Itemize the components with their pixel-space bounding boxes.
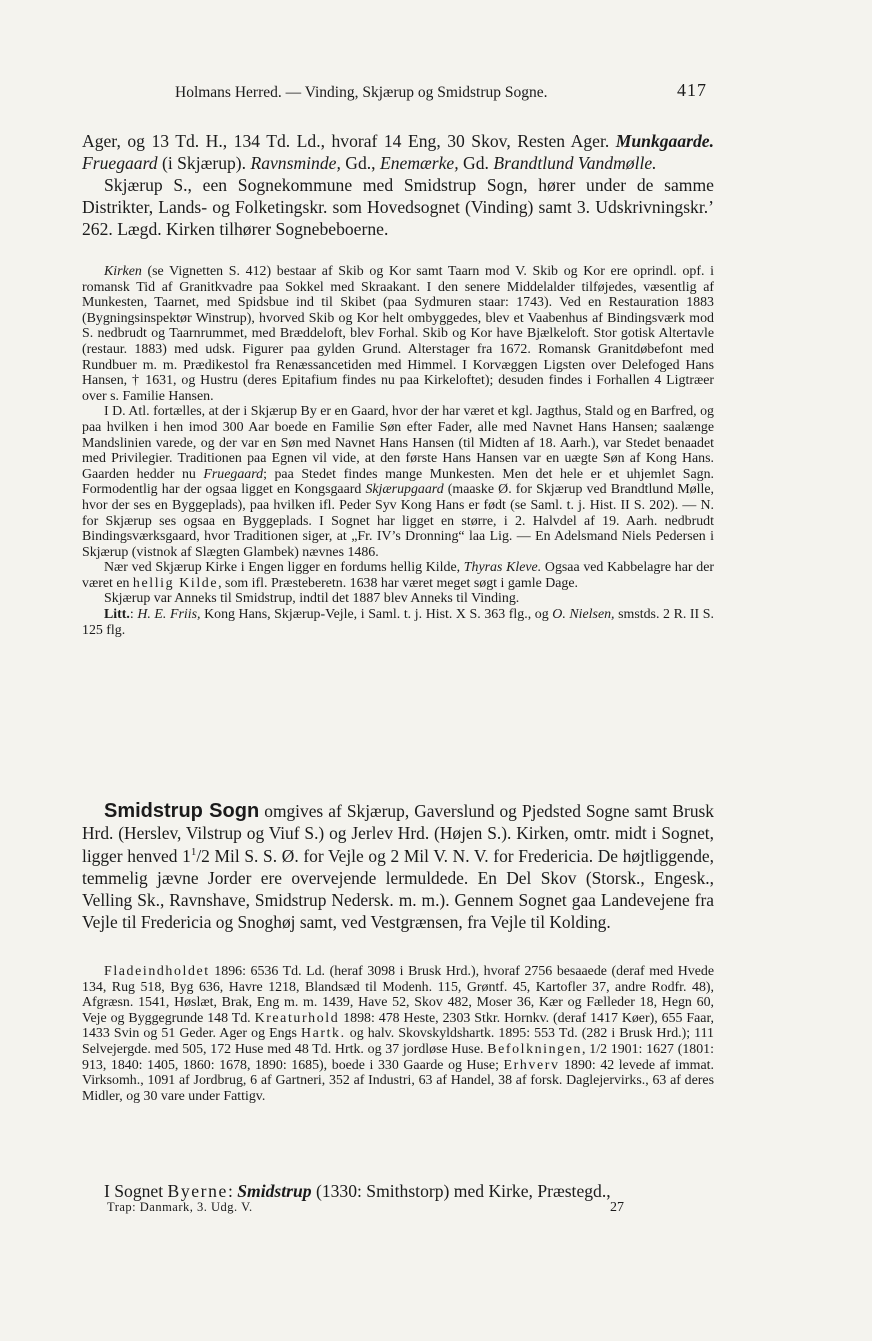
smidstrup-text: Mil S. S. Ø. for Vejle og 2 Mil V. N. V. for Fredericia. De højtliggende, temmelig jævne Jorder ere overvejende lermuldede. En Del Skov (Storsk., Engesk., Velling Sk., Ravnshave, Smidstrup Nedersk. m. m.). Gennem Sognet gaa Landevejene fra Vejle til Fredericia og Snoghøj samt, ved Vestgrænsen, fra Vejle til Kolding.: [82, 845, 714, 933]
erhverv-label: Erhverv: [503, 1057, 560, 1073]
sheet-number: 27: [610, 1200, 624, 1215]
page-number: 417: [677, 80, 707, 100]
fruegaard-ref: Fruegaard: [203, 466, 264, 482]
legend-paragraph: [82, 404, 714, 560]
befolkningen-label: Befolkningen: [487, 1041, 583, 1057]
church-block: [82, 264, 714, 638]
spring-text: Ogsaa ved Kabbelagre har der været en: [82, 560, 714, 591]
thyras-kleve-ref: Thyras Kleve.: [463, 560, 542, 576]
spring-text: Nær ved Skjærup Kirke i Engen ligger en fordums hellig Kilde,: [104, 560, 464, 576]
estate-note: Gd.: [458, 153, 489, 173]
fraction-denominator: /2: [196, 845, 210, 866]
nielsen-ref: O. Nielsen,: [552, 607, 615, 623]
byerne-label: Byerne: [167, 1181, 228, 1201]
statistics-block: [82, 964, 714, 1104]
estate-enemaerke: Enemærke,: [379, 153, 459, 173]
skjaerupgaard-ref: Skjærupgaard: [365, 482, 444, 498]
hellig-kilde-ref: hellig Kilde: [132, 575, 219, 591]
stats-text: 1890: 42 levede af immat. Virksomh., 1091 af Jordbrug, 6 af Gartneri, 352 af Industri, 63 af Handel, 38 af forsk. Daglejervirks., 63 af deres Midler, og 30 vare under Fattigv.: [82, 1057, 714, 1104]
stats-text: og halv. Skovskyldshartk. 1895: 553 Td. (282 i Brusk Hrd.); 111 Selvejergde. med 505, 172 Huse med 48 Td. Hrtk. og 37 jordløse Huse.: [82, 1026, 714, 1057]
literature-paragraph: [82, 607, 714, 638]
spring-paragraph: [82, 560, 714, 591]
estate-note: (i Skjærup).: [157, 153, 251, 173]
stats-text: 1901: 1627 (1801: 913, 1840: 1405, 1860: 1678, 1890: 1685), boede i 330 Gaarde og Huse;: [82, 1041, 714, 1073]
litt-text: Kong Hans, Skjærup-Vejle, i Saml. t. j. Hist. X S. 363 flg., og: [200, 607, 553, 623]
estate-ravnsminde: Ravnsminde,: [250, 153, 341, 173]
intro-paragraph: [82, 130, 714, 174]
stats-text: 1898: 478 Heste, 2303 Stkr. Hornkv. (deraf 1417 Køer), 655 Faar, 1433 Svin og 51 Geder. Ager og Engs: [82, 1010, 714, 1042]
villages-block: [82, 1180, 714, 1202]
friis-ref: H. E. Friis,: [137, 607, 201, 623]
estate-munkgaarde: Munkgaarde.: [615, 131, 714, 151]
legend-text: (maaske Ø. for Skjærup ved Brandtlund Mølle, hvor der ses en Byggeplads), paa hvilken ifl. Peder Syv Kong Hans er født (se Saml. t. j. Hist. II S. 202). — N. for Skjærup ses ogsaa en Byggeplads. I Sognet har ligget en større, i 2. Halvdel af 19. Aarh. nedbrudt Bindingsværksgaard, hvor Traditionen siger, at „Fr. IV’s Dronning“ laa Lig. — En Adelsmand Niels Pedersen i Skjærup (vistnok af Slægten Glambek) nævnes 1486.: [82, 482, 714, 560]
villages-text: I Sognet: [104, 1181, 168, 1201]
villages-paragraph: [82, 1180, 714, 1202]
statistics-paragraph: [82, 964, 714, 1104]
legend-text: ; paa Stedet findes mange Munkesten. Men det hele er et uhjemlet Sagn. Formodentlig har der ogsaa ligget en Kongsgaard: [82, 466, 714, 498]
stats-text: ,: [582, 1041, 590, 1057]
fraction: 1/2: [589, 1041, 608, 1057]
litt-text: smstds. 2 R. II S. 125 flg.: [82, 607, 714, 638]
printer-signature: Trap: Danmark, 3. Udg. V.: [107, 1200, 253, 1214]
page-header: [0, 80, 872, 110]
intro-line: Ager, og 13 Td. H., 134 Td. Ld., hvoraf 14 Eng, 30 Skov, Resten Ager.: [82, 131, 610, 151]
skjaerup-intro-paragraph: Skjærup S., een Sognekommune med Smidstrup Sogn, hører under de samme Distrikter, Lands- og Folketingskr. som Hovedsognet (Vinding) samt 3. Udskrivningskr.’ 262. Lægd. Kirken tilhører Sognebeboerne.: [82, 175, 714, 239]
stats-text: 1896: 6536 Td. Ld. (heraf 3098 i Brusk Hrd.), hvoraf 2756 besaaede (deraf med Hvede 134, Rug 518, Byg 636, Havre 1218, Blandsæd til Modenh. 115, Grøntf. 45, Kartofler 37, andre Rodfr. 48), Afgræsn. 1541, Høslæt, Brak, Eng m. m. 1439, Have 52, Skov 482, Moser 36, Kær og Fælleder 18, Hegn 60, Veje og Byggegrunde 148 Td.: [82, 964, 714, 1026]
litt-text: :: [129, 607, 138, 623]
page-footer: [107, 1200, 627, 1220]
villages-text: (1330: Smithstorp) med Kirke, Præstegd.,: [311, 1181, 611, 1201]
fraction-numerator: 1: [190, 845, 197, 858]
smidstrup-paragraph: [82, 800, 714, 934]
estate-brandtlund: Brandtlund Vandmølle.: [493, 153, 657, 173]
estate-fruegaard: Fruegaard: [82, 153, 158, 173]
litt-label: Litt.: [104, 607, 130, 623]
legend-text: I D. Atl. fortælles, at der i Skjærup By er en Gaard, hvor der har været et kgl. Jagthus, Stald og en Barfred, og paa hvilken i hen imod 300 Aar boede en Familie Søn efter Fader, alle med Navnet Hans Hansen; saalænge Mandslinien varede, og der var en Søn med Navnet Hans Hansen (til Midten af 18. Aarh.), var Stedet benaadet med Privilegier. Traditionen paa Egnen vil vide, at den første Hans Hansen var en uægte Søn af Kong Hans. Gaarden hedder nu: [82, 404, 714, 482]
kirken-label: Kirken: [104, 264, 142, 279]
spring-text: , som ifl. Præsteberetn. 1638 har været meget søgt i gamle Dage.: [218, 575, 579, 591]
annex-paragraph: Skjærup var Anneks til Smidstrup, indtil det 1887 blev Anneks til Vinding.: [104, 591, 520, 607]
church-text: (se Vignetten S. 412) bestaar af Skib og Kor samt Taarn mod V. Skib og Kor ere oprindl. opf. i romansk Tid af Granitkvadre paa Sokkel med Skraakant. I den senere Middelalder tilføjedes, væsentlig af Munkesten, Taarnet, med Spidsbue ind til Skibet (paa Sydmuren staar: 1743). Ved en Restauration 1883 (Bygningsinspektør Winstrup), hvorved Skib og Kor helt ombyggedes, blev et Vaabenhus af Bindingsværk mod S. nedbrudt og Taarnrummet, med Bræddeloft, blev Forhal. Skib og Kor have Bjælkeloft. Stor gotisk Altertavle (restaur. 1883) med udsk. Figurer paa gylden Grund. Alterstager fra 1672. Romansk Granitdøbefont med Rundbuer m. m. Prædikestol fra Renæssancetiden med Himmel. I Korvæggen Ligsten over Delefoged Hans Hansen, † 1631, og Hustru (deres Epitafium findes nu paa Kirkeloftet); desuden findes i Forhallen 4 Ligtræer over s. Familie Hansen.: [82, 264, 714, 404]
smidstrup-block: [82, 800, 714, 934]
estate-note: Gd.,: [340, 153, 380, 173]
intro-block: [82, 130, 714, 240]
fladeindholdet-label: Fladeindholdet: [104, 964, 210, 979]
hartk-label: Hartk.: [300, 1026, 346, 1042]
running-title: Holmans Herred. — Vinding, Skjærup og Smidstrup Sogne.: [175, 84, 548, 101]
villages-text: :: [227, 1181, 238, 1201]
section-heading: Smidstrup Sogn: [104, 800, 260, 822]
kreaturhold-label: Kreaturhold: [254, 1010, 340, 1026]
smidstrup-village: Smidstrup: [237, 1181, 312, 1201]
smidstrup-text: omgives af Skjærup, Gaverslund og Pjedsted Sogne samt Brusk Hrd. (Herslev, Vilstrup og Viuf S.) og Jerlev Hrd. (Højen S.). Kirken, omtr. midt i Sognet, ligger henved 1: [82, 801, 714, 866]
church-paragraph: [82, 264, 714, 404]
